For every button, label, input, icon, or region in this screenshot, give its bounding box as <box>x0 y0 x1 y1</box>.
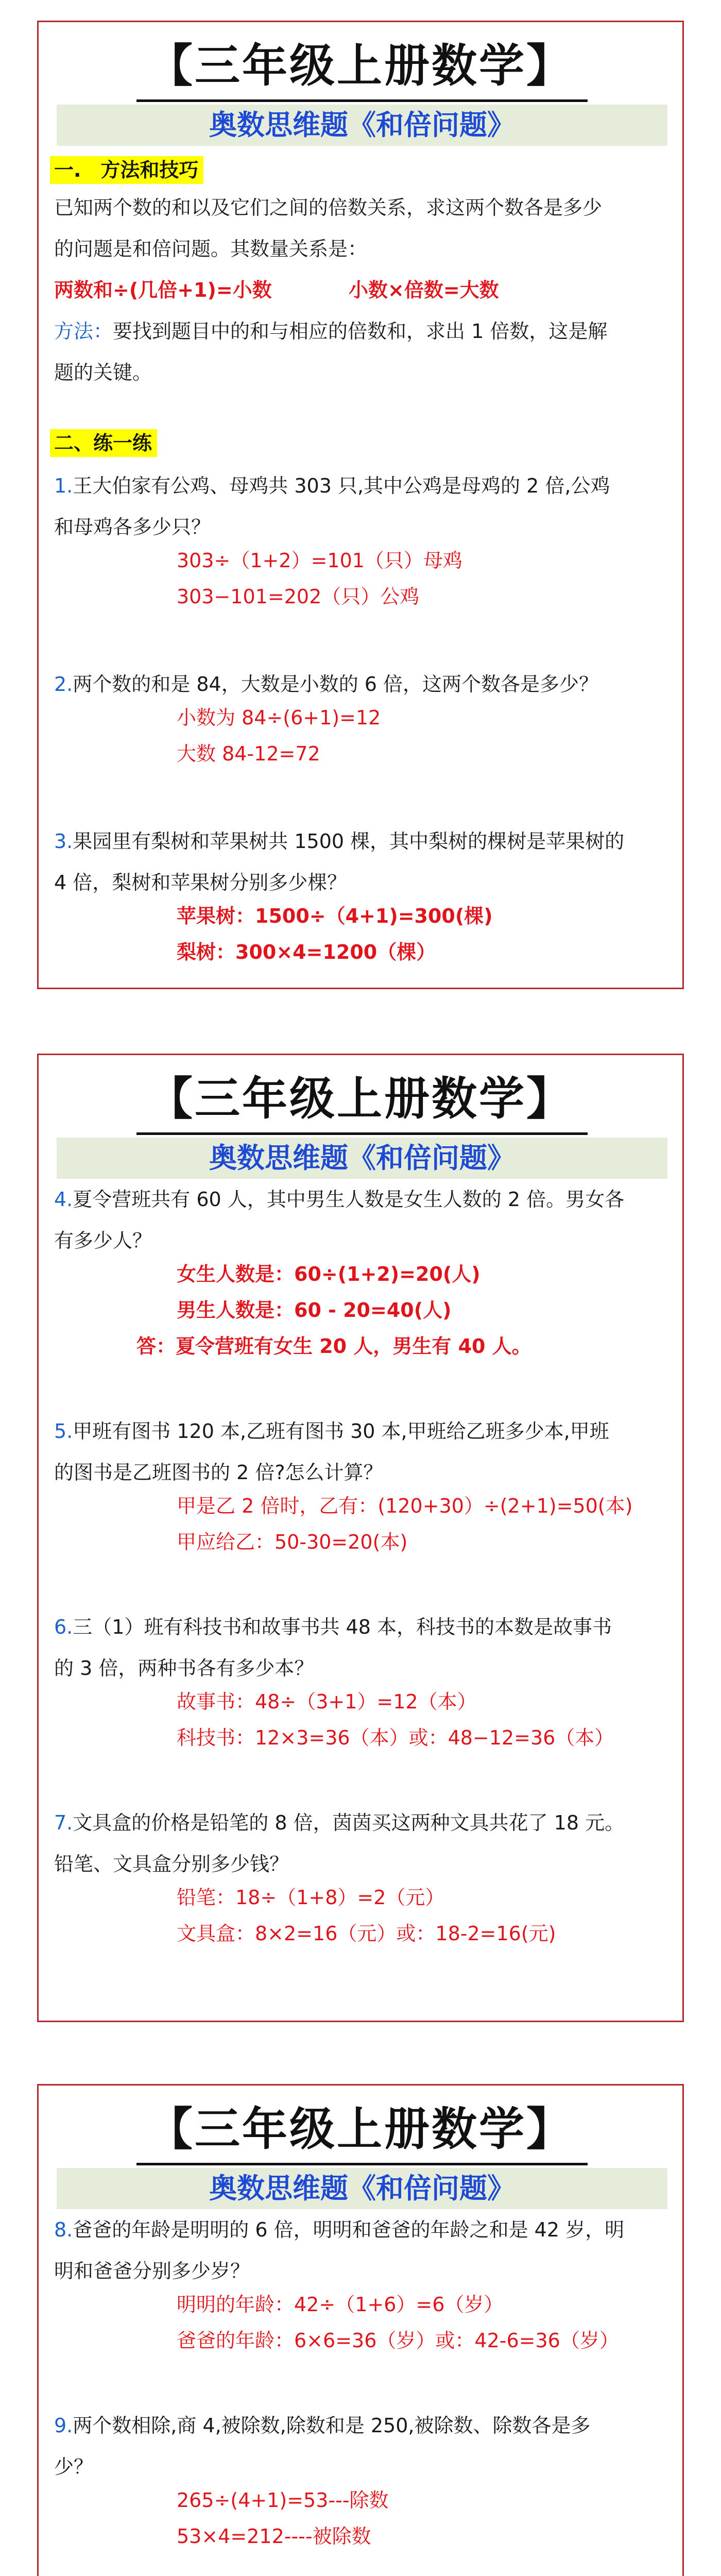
subtitle-banner <box>57 2168 667 2209</box>
formula-large-number: 小数×倍数=大数 <box>349 279 499 301</box>
answer-2-line-1: 小数为 84÷(6+1)=12 <box>177 706 381 729</box>
answer-7-line-2: 文具盒：8×2=16（元）或：18-2=16(元) <box>177 1922 556 1945</box>
question-3-line-1 <box>54 821 670 862</box>
method-line-1 <box>54 311 670 352</box>
answer-8-line-2: 爸爸的年龄：6×6=36（岁）或：42-6=36（岁） <box>177 2329 619 2352</box>
question-8-line-2: 明和爸爸分别多少岁？ <box>54 2260 250 2282</box>
answer-1-line-1: 303÷（1+2）=101（只）母鸡 <box>177 549 462 572</box>
page-title: 【三年级上册数学】 <box>147 39 574 92</box>
method-label: 方法： <box>54 320 113 343</box>
question-7-line-1 <box>54 1802 670 1843</box>
answer-4-line-2: 男生人数是：60 - 20=40(人) <box>177 1299 452 1321</box>
worksheet-page-1 <box>37 21 684 989</box>
question-4-line-1 <box>54 1179 670 1220</box>
question-text: 果园里有梨树和苹果树共 1500 棵，其中梨树的棵树是苹果树的 <box>73 830 625 853</box>
answer-3-line-1: 苹果树：1500÷（4+1)=300(棵) <box>177 905 493 927</box>
method-line-2: 题的关键。 <box>54 361 152 384</box>
question-text: 王大伯家有公鸡、母鸡共 303 只,其中公鸡是母鸡的 2 倍,公鸡 <box>73 474 610 497</box>
question-text: 爸爸的年龄是明明的 6 倍，明明和爸爸的年龄之和是 42 岁，明 <box>73 2218 625 2241</box>
section-heading-methods: 一. 方法和技巧 <box>50 156 203 184</box>
answer-5-line-1: 甲是乙 2 倍时，乙有：(120+30）÷(2+1)=50(本) <box>177 1495 633 1517</box>
answer-9-line-2: 53×4=212----被除数 <box>177 2525 371 2548</box>
question-number: 2. <box>54 673 73 696</box>
worksheet-page-3 <box>37 2084 684 2576</box>
question-8-line-1 <box>54 2209 670 2250</box>
question-number: 3. <box>54 830 73 853</box>
answer-4-line-1: 女生人数是：60÷(1+2)=20(人) <box>177 1263 480 1285</box>
question-5-line-1 <box>54 1411 670 1452</box>
question-9-line-2: 少？ <box>54 2455 94 2478</box>
intro-line-1: 已知两个数的和以及它们之间的倍数关系，求这两个数各是多少 <box>54 196 603 219</box>
answer-7-line-1: 铅笔：18÷（1+8）=2（元） <box>177 1886 445 1909</box>
question-9-line-1 <box>54 2405 670 2446</box>
question-1-line-1 <box>54 465 670 506</box>
question-number: 9. <box>54 2414 73 2437</box>
question-number: 5. <box>54 1420 73 1443</box>
title-underline <box>136 1132 588 1135</box>
question-5-line-2: 的图书是乙班图书的 2 倍?怎么计算？ <box>54 1461 383 1484</box>
page-subtitle: 奥数思维题《和倍问题》 <box>209 2172 515 2205</box>
question-text: 夏令营班共有 60 人，其中男生人数是女生人数的 2 倍。男女各 <box>73 1188 625 1211</box>
question-4-line-2: 有多少人？ <box>54 1229 152 1252</box>
question-6-line-2: 的 3 倍，两种书各有多少本？ <box>54 1657 314 1680</box>
page-subtitle: 奥数思维题《和倍问题》 <box>209 1142 515 1174</box>
answer-6-line-1: 故事书：48÷（3+1）=12（本） <box>177 1690 477 1713</box>
worksheet-page-2 <box>37 1054 684 2022</box>
method-text: 要找到题目中的和与相应的倍数和，求出 1 倍数，这是解 <box>113 320 608 343</box>
answer-6-line-2: 科技书：12×3=36（本）或：48−12=36（本） <box>177 1726 614 1749</box>
question-text: 甲班有图书 120 本,乙班有图书 30 本,甲班给乙班多少本,甲班 <box>73 1420 609 1443</box>
question-text: 两个数的和是 84，大数是小数的 6 倍，这两个数各是多少？ <box>73 673 599 696</box>
answer-9-line-1: 265÷(4+1)=53---除数 <box>177 2489 389 2512</box>
formula-small-number: 两数和÷(几倍+1)=小数 <box>54 279 272 301</box>
question-number: 6. <box>54 1616 73 1638</box>
question-2-line-1 <box>54 664 670 705</box>
intro-line-2: 的问题是和倍问题。其数量关系是： <box>54 238 368 260</box>
question-number: 7. <box>54 1811 73 1834</box>
title-underline <box>136 2163 588 2165</box>
answer-1-line-2: 303−101=202（只）公鸡 <box>177 585 420 608</box>
question-text: 三（1）班有科技书和故事书共 48 本，科技书的本数是故事书 <box>73 1616 612 1638</box>
answer-4-line-3: 答：夏令营班有女生 20 人，男生有 40 人。 <box>136 1335 531 1358</box>
subtitle-banner <box>57 1138 667 1179</box>
title-underline <box>136 99 588 102</box>
answer-3-line-2: 梨树：300×4=1200（棵） <box>177 941 436 963</box>
page-subtitle: 奥数思维题《和倍问题》 <box>209 109 515 141</box>
question-1-line-2: 和母鸡各多少只？ <box>54 516 211 538</box>
page-title: 【三年级上册数学】 <box>147 2103 574 2156</box>
question-7-line-2: 铅笔、文具盒分别多少钱？ <box>54 1853 289 1875</box>
question-6-line-1 <box>54 1606 670 1648</box>
question-text: 两个数相除,商 4,被除数,除数和是 250,被除数、除数各是多 <box>73 2414 591 2437</box>
question-number: 8. <box>54 2218 73 2241</box>
answer-5-line-2: 甲应给乙：50-30=20(本) <box>177 1531 408 1553</box>
answer-2-line-2: 大数 84-12=72 <box>177 742 320 765</box>
question-3-line-2: 4 倍，梨树和苹果树分别多少棵？ <box>54 871 347 894</box>
answer-8-line-1: 明明的年龄：42÷（1+6）=6（岁） <box>177 2293 504 2316</box>
question-number: 1. <box>54 474 73 497</box>
question-text: 文具盒的价格是铅笔的 8 倍，茵茵买这两种文具共花了 18 元。 <box>73 1811 625 1834</box>
question-number: 4. <box>54 1188 73 1211</box>
section-heading-practice: 二、练一练 <box>50 429 157 457</box>
subtitle-banner <box>57 105 667 146</box>
page-title: 【三年级上册数学】 <box>147 1072 574 1125</box>
